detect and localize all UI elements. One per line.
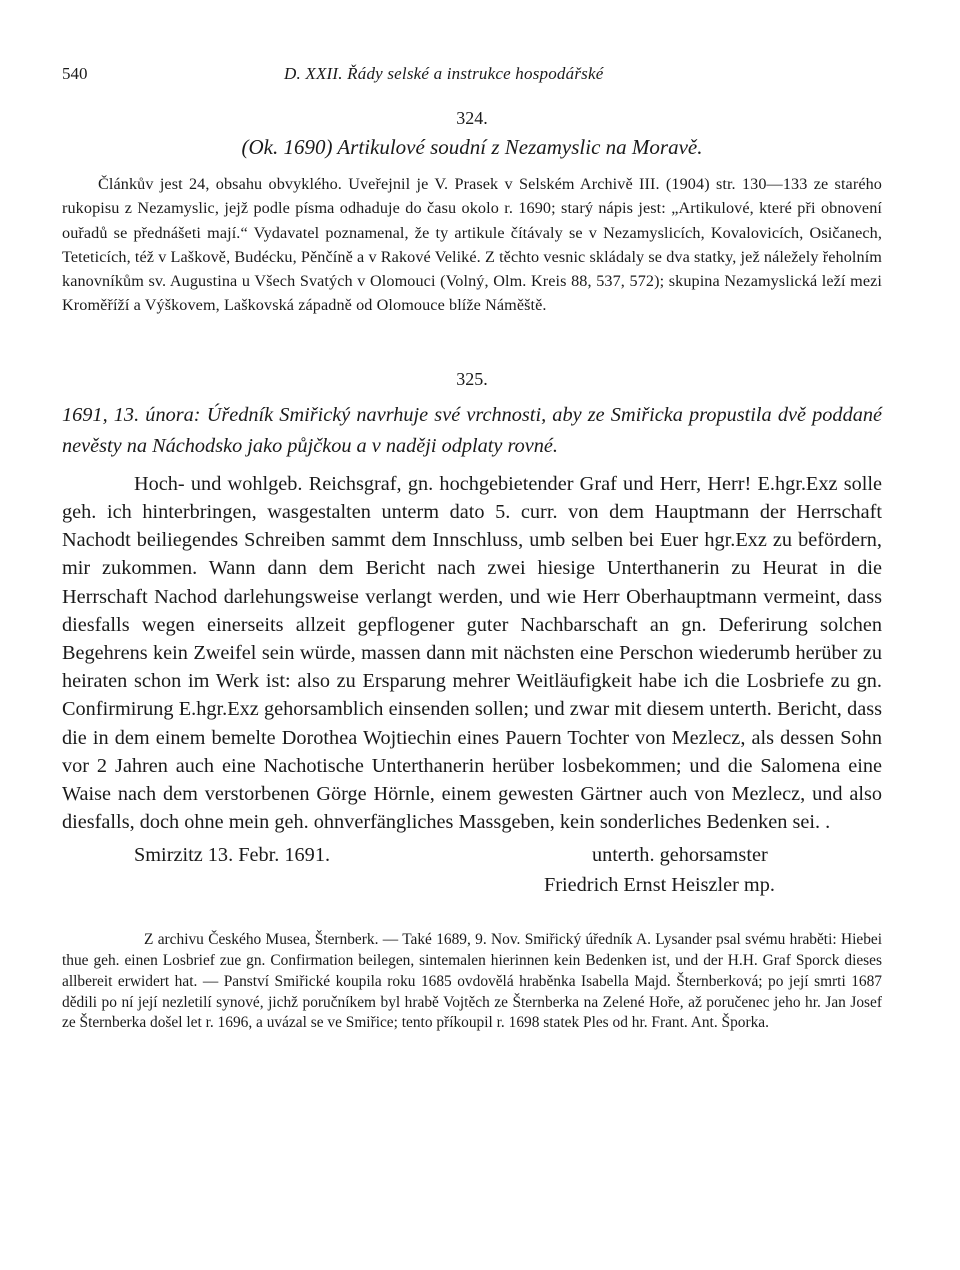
letter-body: Hoch- und wohlgeb. Reichsgraf, gn. hochgebietender Graf und Herr, Herr! E.hgr.Exz solle geh. ich hinterbringen, wasgestalten unterm dato 5. curr. von dem Hauptmann der Herrschaft Nachodt beiliegendes Schreiben sammt dem Innschluss, umb selben bei Euer hgr.Exz zu befördern, mir zukommen. Wann dann dem Bericht nach zwei hiesige Unterthanerin zu Heurat in die Herrschaft Nachod darlehungsweise verlangt werden, und wie Herr Oberhauptmann vermeint, dass diesfalls wegen einerseits allzeit gepflogener guter Nachbarschaft an gn. Deferirung solchen Begehrens kein Zweifel sein würde, massen dann mit nächsten eine Perschon wiederumb herüber zu heiraten schon im Werk ist: also zu Ersparung mehrer Weitläufigkeit habe ich die Losbriefe zu gn. Confirmirung E.hgr.Exz gehorsamblich einsenden sollen; und zwar mit diesem unterth. Bericht, dass die in dem einem bemelte Dorothea Wojtiechin eines Pauern Tochter von Mezlecz, als dessen Sohn vor 2 Jahren auch eine Nachotische Unterthanerin herüber losbekommen; und die Salomena eine Waise nach dem verstorbenen Görge Hörnle, einem gewesten Gärtner auch von Mezlecz, und also diesfalls, doch ohne mein geh. ohnverfängliches Massgeben, kein sonderliches Bedenken sei. . xyxy=(62,472,882,834)
running-title: D. XXII. Řády selské a instrukce hospodářské xyxy=(284,64,604,83)
source-note: Z archivu Českého Musea, Šternberk. — Také 1689, 9. Nov. Smiřický úředník A. Lysander psal svému hraběti: Hiebei thue geh. einen Losbrief zue gn. Confirmation beilegen, sintemalen hierinnen kein Bedenken ist, und der H.H. Graf Sporck dieses allbereit erwidert hat. — Panství Smiřické koupila roku 1685 ovdovělá hraběnka Isabella Majd. Šternberková; po její smrti 1687 dědili po ní její nezletilí synové, jichž poručníkem byl hrabě Vojtěch ze Šternberka na Zelené Hoře, až poručenec jeho hr. Jan Josef ze Šternberka došel let r. 1696, a uvázal se ve Smiřice; tento příkoupil r. 1698 statek Ples od hr. Frant. Ant. Šporka. xyxy=(62,931,882,1032)
running-head xyxy=(62,58,882,90)
document-regest xyxy=(62,400,882,462)
document-325 xyxy=(62,369,882,1034)
document-324 xyxy=(62,108,882,318)
document-page xyxy=(62,58,882,1034)
page-number: 540 xyxy=(62,64,88,83)
document-heading: (Ok. 1690) Artikulové soudní z Nezamyslic na Moravě. xyxy=(241,135,703,159)
regest-date: 1691, 13. února: xyxy=(62,403,201,426)
place-date: Smirzitz 13. Febr. 1691. xyxy=(134,844,331,867)
document-number: 325. xyxy=(456,368,488,389)
signature-block xyxy=(62,844,882,910)
document-description: Článkův jest 24, obsahu obvyklého. Uveřejnil je V. Prasek v Selském Archivě III. (1904) str. 130—133 ze starého rukopisu z Nezamyslic, jejž podle písma odhaduje do času okolo r. 1690; starý nápis jest: „Artikulové, které při obnovení ouřadů se přednášeti mají.“ Vydavatel poznamenal, že ty artikule čítávaly se v Nezamyslicích, Kovalovicích, Osičanech, Teteticích, též v Laškově, Budécku, Pěnčíně a v Rakové Veliké. Z těchto vesnic skládaly se dva statky, jež náležely řeholním kanovníkům sv. Augustina u Všech Svatých v Olomouci (Volný, Olm. Kreis 88, 537, 572); skupina Nezamyslická leží mezi Kroměříží a Výškovem, Laškovská západně od Olomouce blíže Náměště. xyxy=(62,175,882,315)
signer-name: Friedrich Ernst Heiszler mp. xyxy=(544,874,775,897)
regest-text: Úředník Smiřický navrhuje své vrchnosti, aby ze Smiřicka propustila dvě poddané nevěsty na Náchodsko jako půjčkou a v naději odplaty rovné. xyxy=(62,403,882,457)
document-number: 324. xyxy=(456,108,488,128)
letter-closing: unterth. gehorsamster xyxy=(592,844,768,867)
